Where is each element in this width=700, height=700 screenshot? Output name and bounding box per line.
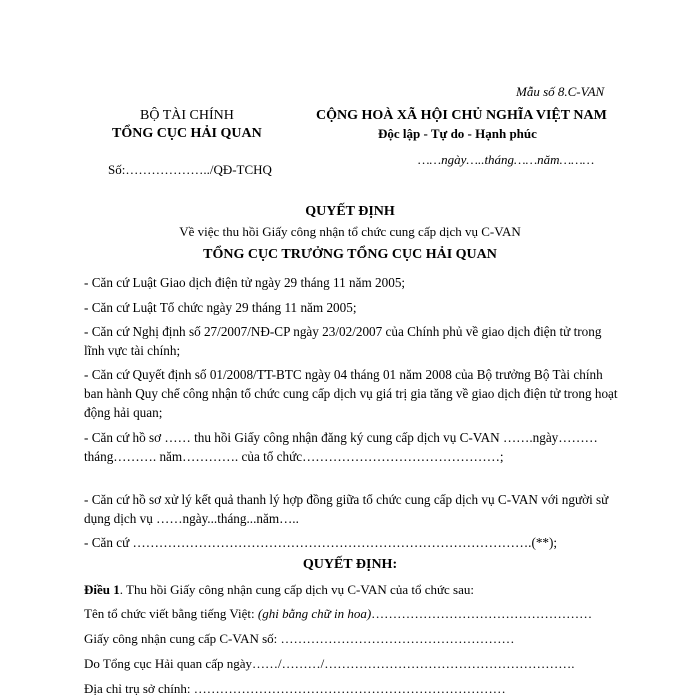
legal-basis-1: - Căn cứ Luật Giao dịch điện tử ngày 29 tháng 11 năm 2005;	[84, 275, 406, 290]
legal-basis-4: - Căn cứ Quyết định số 01/2008/TT-BTC ngày 04 tháng 01 năm 2008 của Bộ trưởng Bộ Tài chính ban hành Quy chế công nhận tổ chức cung cấp dịch vụ giá trị gia tăng về giao dịch điện tử trong hoạt động hải quan;	[84, 367, 618, 420]
issuing-authority: TỔNG CỤC TRƯỞNG TỔNG CỤC HẢI QUAN	[203, 247, 497, 262]
certificate-number-field: Giấy công nhận cung cấp C-VAN số: ………………………………………………	[84, 631, 515, 646]
article-1-label: Điều 1	[84, 582, 120, 597]
decision-title: QUYẾT ĐỊNH	[305, 204, 395, 219]
org-name-dots: ……………………………………………	[371, 606, 593, 621]
date-line: ……ngày…..tháng……năm………	[418, 152, 595, 167]
issue-date-field: Do Tổng cục Hải quan cấp ngày……/………/………………………………………………….	[84, 656, 575, 671]
decision-number: Số:………………../QĐ-TCHQ	[108, 162, 272, 177]
form-code: Mẫu số 8.C-VAN	[516, 84, 605, 99]
legal-basis-5: - Căn cứ hồ sơ …… thu hồi Giấy công nhận đăng ký cung cấp dịch vụ C-VAN …….ngày……… tháng………. năm…………. của tổ chức………………………………………;	[84, 430, 598, 464]
org-name-hint: (ghi bằng chữ in hoa)	[257, 606, 372, 621]
department-name: TỔNG CỤC HẢI QUAN	[112, 126, 262, 141]
article-1-text: . Thu hồi Giấy công nhận cung cấp dịch vụ C-VAN của tổ chức sau:	[119, 582, 474, 597]
legal-basis-3: - Căn cứ Nghị định số 27/2007/NĐ-CP ngày 23/02/2007 của Chính phủ về giao dịch điện tử trong lĩnh vực tài chính;	[84, 324, 602, 358]
national-motto: Độc lập - Tự do - Hạnh phúc	[378, 126, 537, 141]
org-name-label: Tên tổ chức viết bằng tiếng Việt:	[84, 606, 258, 621]
legal-basis-6: - Căn cứ hồ sơ xử lý kết quả thanh lý hợp đồng giữa tổ chức cung cấp dịch vụ C-VAN với người sử dụng dịch vụ ……ngày...tháng...năm…..	[84, 492, 609, 526]
article-1	[84, 582, 474, 598]
decides-heading: QUYẾT ĐỊNH:	[302, 557, 398, 572]
decision-subject: Về việc thu hồi Giấy công nhận tổ chức cung cấp dịch vụ C-VAN	[179, 224, 521, 239]
legal-basis-7: - Căn cứ ……………………………………………………………………………….(**);	[84, 535, 558, 550]
head-office-address-field: Địa chỉ trụ sở chính: ………………………………………………………………	[84, 681, 506, 696]
ministry-name: BỘ TÀI CHÍNH	[140, 108, 234, 123]
national-title: CỘNG HOÀ XÃ HỘI CHỦ NGHĨA VIỆT NAM	[316, 108, 607, 123]
legal-basis-2: - Căn cứ Luật Tổ chức ngày 29 tháng 11 năm 2005;	[84, 300, 357, 315]
org-name-field	[84, 606, 592, 622]
